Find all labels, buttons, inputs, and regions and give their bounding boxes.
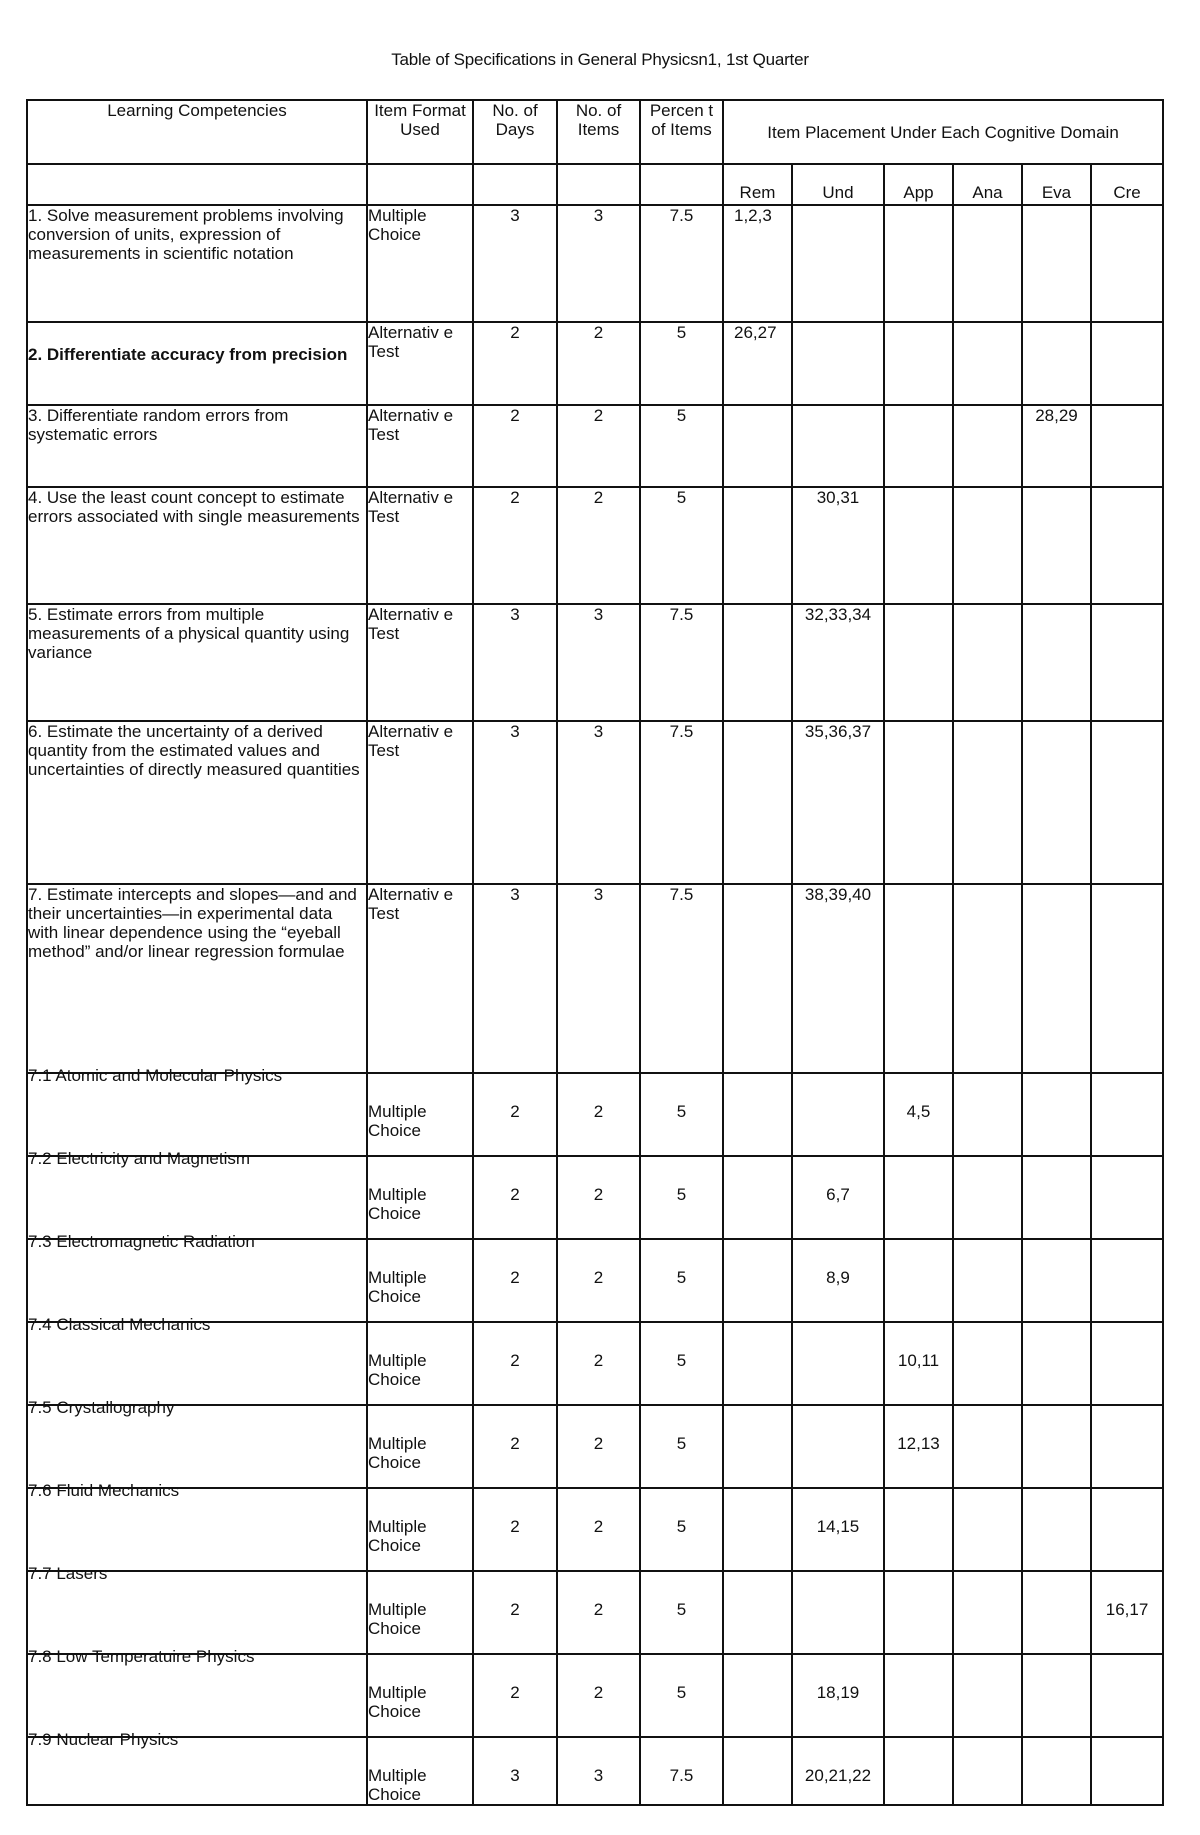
- placement-cell: [1091, 322, 1163, 405]
- placement-cell: [723, 1239, 792, 1322]
- level-understand: Und: [792, 164, 884, 205]
- placement-cell: [792, 205, 884, 322]
- items-cell: 2: [557, 1405, 640, 1488]
- percent-cell: 5: [640, 405, 723, 487]
- format-cell: Multiple Choice: [367, 1405, 473, 1488]
- placement-cell: 18,19: [792, 1654, 884, 1737]
- placement-cell: [953, 1405, 1022, 1488]
- format-cell: Multiple Choice: [367, 1073, 473, 1156]
- placement-cell: 38,39,40: [792, 884, 884, 1073]
- placement-cell: [792, 1405, 884, 1488]
- competency-cell: 2. Differentiate accuracy from precision: [27, 322, 367, 405]
- placement-cell: [884, 322, 953, 405]
- table-row: [27, 1073, 1163, 1156]
- items-cell: 2: [557, 1654, 640, 1737]
- placement-cell: [884, 721, 953, 884]
- placement-cell: [884, 1239, 953, 1322]
- days-cell: 2: [473, 1654, 557, 1737]
- items-cell: 2: [557, 1239, 640, 1322]
- placement-cell: [953, 1073, 1022, 1156]
- competency-cell: 7. Estimate intercepts and slopes—and and their uncertainties—in experimental data with linear dependence using the “eyeball method” and/or linear regression formulae: [27, 884, 367, 1073]
- items-cell: 2: [557, 322, 640, 405]
- placement-cell: 16,17: [1091, 1571, 1163, 1654]
- format-cell: Multiple Choice: [367, 1571, 473, 1654]
- placement-cell: [953, 487, 1022, 604]
- placement-cell: [953, 1239, 1022, 1322]
- competency-cell: 6. Estimate the uncertainty of a derived quantity from the estimated values and uncertainties of directly measured quantities: [27, 721, 367, 884]
- percent-cell: 7.5: [640, 604, 723, 721]
- days-cell: 2: [473, 1073, 557, 1156]
- placement-cell: 14,15: [792, 1488, 884, 1571]
- placement-cell: [1091, 1239, 1163, 1322]
- placement-cell: [884, 1156, 953, 1239]
- placement-cell: [1022, 1405, 1091, 1488]
- days-cell: 2: [473, 1156, 557, 1239]
- placement-cell: [884, 205, 953, 322]
- placement-cell: 26,27: [723, 322, 792, 405]
- placement-cell: [884, 604, 953, 721]
- percent-cell: 5: [640, 1488, 723, 1571]
- placement-cell: 35,36,37: [792, 721, 884, 884]
- format-cell: Multiple Choice: [367, 205, 473, 322]
- placement-cell: [1091, 487, 1163, 604]
- placement-cell: 12,13: [884, 1405, 953, 1488]
- competency-cell: 7.5 Crystallography: [27, 1405, 367, 1488]
- placement-cell: [953, 1737, 1022, 1805]
- percent-cell: 5: [640, 1405, 723, 1488]
- table-row: [27, 1488, 1163, 1571]
- items-cell: 2: [557, 1322, 640, 1405]
- placement-cell: 10,11: [884, 1322, 953, 1405]
- items-cell: 2: [557, 1571, 640, 1654]
- placement-cell: [953, 205, 1022, 322]
- competency-cell: 7.7 Lasers: [27, 1571, 367, 1654]
- days-cell: 3: [473, 205, 557, 322]
- competency-cell: 5. Estimate errors from multiple measurements of a physical quantity using variance: [27, 604, 367, 721]
- placement-cell: [1091, 1654, 1163, 1737]
- placement-cell: [792, 405, 884, 487]
- document-title: Table of Specifications in General Physicsn1, 1st Quarter: [391, 50, 809, 69]
- placement-cell: [1091, 405, 1163, 487]
- competency-cell: 7.9 Nuclear Physics: [27, 1737, 367, 1805]
- placement-cell: [1091, 1488, 1163, 1571]
- format-cell: Multiple Choice: [367, 1322, 473, 1405]
- placement-cell: [723, 1322, 792, 1405]
- percent-cell: 5: [640, 322, 723, 405]
- placement-cell: [1022, 1073, 1091, 1156]
- table-row: [27, 1405, 1163, 1488]
- percent-cell: 7.5: [640, 884, 723, 1073]
- placement-cell: [884, 1737, 953, 1805]
- competency-cell: 7.6 Fluid Mechanics: [27, 1488, 367, 1571]
- percent-cell: 7.5: [640, 721, 723, 884]
- percent-cell: 5: [640, 1322, 723, 1405]
- items-cell: 2: [557, 405, 640, 487]
- placement-cell: [1022, 1156, 1091, 1239]
- items-cell: 3: [557, 604, 640, 721]
- percent-cell: 5: [640, 1654, 723, 1737]
- items-cell: 3: [557, 1737, 640, 1805]
- placement-cell: 8,9: [792, 1239, 884, 1322]
- placement-cell: [723, 487, 792, 604]
- header-competencies: Learning Competencies: [27, 100, 367, 164]
- format-cell: Alternativ e Test: [367, 884, 473, 1073]
- items-cell: 2: [557, 1488, 640, 1571]
- placement-cell: [792, 322, 884, 405]
- placement-cell: 20,21,22: [792, 1737, 884, 1805]
- placement-cell: [723, 1654, 792, 1737]
- days-cell: 2: [473, 1405, 557, 1488]
- placement-cell: [953, 721, 1022, 884]
- placement-cell: [1022, 1239, 1091, 1322]
- format-cell: Multiple Choice: [367, 1737, 473, 1805]
- placement-cell: [953, 1571, 1022, 1654]
- placement-cell: [792, 1322, 884, 1405]
- table-row: [27, 322, 1163, 405]
- days-cell: 3: [473, 721, 557, 884]
- placement-cell: [723, 604, 792, 721]
- placement-cell: 1,2,3: [723, 205, 792, 322]
- specification-table: [26, 99, 1164, 1806]
- percent-cell: 5: [640, 1156, 723, 1239]
- placement-cell: [1091, 1156, 1163, 1239]
- format-cell: Multiple Choice: [367, 1156, 473, 1239]
- format-cell: Alternativ e Test: [367, 487, 473, 604]
- placement-cell: [953, 1654, 1022, 1737]
- header-items: No. of Items: [557, 100, 640, 164]
- placement-cell: [1091, 205, 1163, 322]
- placement-cell: [1022, 884, 1091, 1073]
- placement-cell: [1091, 604, 1163, 721]
- table-row: [27, 405, 1163, 487]
- days-cell: 2: [473, 405, 557, 487]
- placement-cell: [723, 884, 792, 1073]
- competency-cell: 4. Use the least count concept to estimate errors associated with single measurements: [27, 487, 367, 604]
- placement-cell: 28,29: [1022, 405, 1091, 487]
- placement-cell: [792, 1571, 884, 1654]
- table-row: [27, 487, 1163, 604]
- format-cell: Alternativ e Test: [367, 604, 473, 721]
- days-cell: 2: [473, 322, 557, 405]
- placement-cell: [1091, 884, 1163, 1073]
- placement-cell: 6,7: [792, 1156, 884, 1239]
- placement-cell: 4,5: [884, 1073, 953, 1156]
- competency-cell: 1. Solve measurement problems involving conversion of units, expression of measurements in scientific notation: [27, 205, 367, 322]
- competency-cell: 7.1 Atomic and Molecular Physics: [27, 1073, 367, 1156]
- competency-cell: 7.2 Electricity and Magnetism: [27, 1156, 367, 1239]
- competency-cell: 7.4 Classical Mechanics: [27, 1322, 367, 1405]
- competency-cell: 7.3 Electromagnetic Radiation: [27, 1239, 367, 1322]
- placement-cell: [953, 1156, 1022, 1239]
- format-cell: Alternativ e Test: [367, 721, 473, 884]
- days-cell: 2: [473, 1571, 557, 1654]
- placement-cell: [1022, 1654, 1091, 1737]
- placement-cell: [723, 1571, 792, 1654]
- days-cell: 3: [473, 1737, 557, 1805]
- table-row: [27, 1322, 1163, 1405]
- days-cell: 2: [473, 1239, 557, 1322]
- level-evaluate: Eva: [1022, 164, 1091, 205]
- placement-cell: [723, 1488, 792, 1571]
- competency-cell: 7.8 Low Temperatuire Physics: [27, 1654, 367, 1737]
- placement-cell: [1022, 1571, 1091, 1654]
- format-cell: Multiple Choice: [367, 1654, 473, 1737]
- placement-cell: [1091, 1322, 1163, 1405]
- placement-cell: [723, 1405, 792, 1488]
- placement-cell: [723, 1737, 792, 1805]
- format-cell: Multiple Choice: [367, 1488, 473, 1571]
- days-cell: 2: [473, 1488, 557, 1571]
- placement-cell: [953, 884, 1022, 1073]
- items-cell: 2: [557, 487, 640, 604]
- placement-cell: [723, 1073, 792, 1156]
- items-cell: 3: [557, 205, 640, 322]
- placement-cell: [884, 405, 953, 487]
- placement-cell: [1022, 1488, 1091, 1571]
- table-row: [27, 884, 1163, 1073]
- placement-cell: [884, 1571, 953, 1654]
- placement-cell: [1022, 322, 1091, 405]
- table-row: [27, 1571, 1163, 1654]
- format-cell: Alternativ e Test: [367, 322, 473, 405]
- level-analyze: Ana: [953, 164, 1022, 205]
- placement-cell: [953, 322, 1022, 405]
- percent-cell: 5: [640, 1239, 723, 1322]
- placement-cell: [723, 721, 792, 884]
- placement-cell: [1022, 1737, 1091, 1805]
- header-format: Item Format Used: [367, 100, 473, 164]
- placement-cell: [884, 884, 953, 1073]
- placement-cell: [723, 405, 792, 487]
- placement-cell: [953, 405, 1022, 487]
- table-row: [27, 721, 1163, 884]
- percent-cell: 5: [640, 1073, 723, 1156]
- placement-cell: [884, 487, 953, 604]
- placement-cell: [953, 604, 1022, 721]
- percent-cell: 5: [640, 1571, 723, 1654]
- table-row: [27, 205, 1163, 322]
- placement-cell: [884, 1654, 953, 1737]
- placement-cell: [1022, 205, 1091, 322]
- items-cell: 3: [557, 884, 640, 1073]
- placement-cell: [1022, 1322, 1091, 1405]
- placement-cell: [1091, 721, 1163, 884]
- items-cell: 3: [557, 721, 640, 884]
- header-percent: Percen t of Items: [640, 100, 723, 164]
- table-row: [27, 1156, 1163, 1239]
- placement-cell: [1091, 1737, 1163, 1805]
- table-row: [27, 604, 1163, 721]
- placement-cell: [1091, 1405, 1163, 1488]
- placement-cell: [1022, 721, 1091, 884]
- placement-cell: [953, 1488, 1022, 1571]
- placement-cell: [723, 1156, 792, 1239]
- placement-cell: [884, 1488, 953, 1571]
- days-cell: 2: [473, 1322, 557, 1405]
- header-days: No. of Days: [473, 100, 557, 164]
- percent-cell: 7.5: [640, 1737, 723, 1805]
- placement-cell: [1022, 604, 1091, 721]
- level-apply: App: [884, 164, 953, 205]
- percent-cell: 7.5: [640, 205, 723, 322]
- level-create: Cre: [1091, 164, 1163, 205]
- table-row: [27, 1737, 1163, 1805]
- table-row: [27, 1654, 1163, 1737]
- days-cell: 3: [473, 884, 557, 1073]
- days-cell: 3: [473, 604, 557, 721]
- placement-cell: [792, 1073, 884, 1156]
- percent-cell: 5: [640, 487, 723, 604]
- items-cell: 2: [557, 1156, 640, 1239]
- competency-cell: 3. Differentiate random errors from systematic errors: [27, 405, 367, 487]
- header-placement: Item Placement Under Each Cognitive Domain: [723, 100, 1163, 164]
- placement-cell: [1091, 1073, 1163, 1156]
- days-cell: 2: [473, 487, 557, 604]
- format-cell: Multiple Choice: [367, 1239, 473, 1322]
- table-row: [27, 1239, 1163, 1322]
- placement-cell: [1022, 487, 1091, 604]
- placement-cell: 30,31: [792, 487, 884, 604]
- items-cell: 2: [557, 1073, 640, 1156]
- level-remember: Rem: [723, 164, 792, 205]
- format-cell: Alternativ e Test: [367, 405, 473, 487]
- placement-cell: 32,33,34: [792, 604, 884, 721]
- placement-cell: [953, 1322, 1022, 1405]
